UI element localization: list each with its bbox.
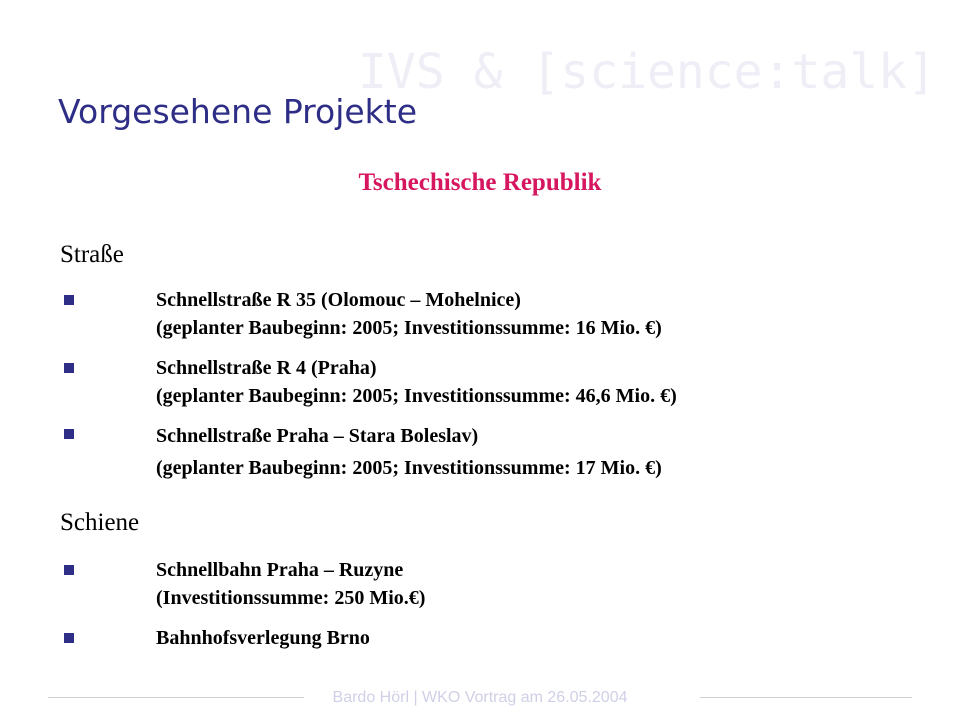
item-details: (geplanter Baubeginn: 2005; Investitionssumme: 16 Mio. €) — [156, 317, 662, 339]
slide-title: Vorgesehene Projekte — [58, 92, 418, 131]
slide-subtitle: Tschechische Republik — [358, 169, 602, 196]
item-details: (geplanter Baubeginn: 2005; Investitionssumme: 17 Mio. €) — [156, 457, 662, 479]
square-bullet-icon — [64, 565, 74, 575]
section-heading-schiene: Schiene — [60, 509, 140, 536]
square-bullet-icon — [64, 429, 74, 439]
list-item — [64, 420, 924, 484]
square-bullet-icon — [64, 633, 74, 643]
item-title: Schnellbahn Praha – Ruzyne — [156, 559, 404, 581]
section-heading-strasse: Straße — [60, 241, 124, 268]
watermark-logo-text: IVS & [science:talk] — [358, 44, 936, 100]
item-title: Schnellstraße R 4 (Praha) — [156, 357, 377, 379]
item-details: (geplanter Baubeginn: 2005; Investitionssumme: 46,6 Mio. €) — [156, 385, 677, 407]
item-title: Schnellstraße Praha – Stara Boleslav) — [156, 425, 479, 447]
item-title: Schnellstraße R 35 (Olomouc – Mohelnice) — [156, 289, 521, 311]
item-title: Bahnhofsverlegung Brno — [156, 627, 370, 649]
item-details: (Investitionssumme: 250 Mio.€) — [156, 587, 426, 609]
square-bullet-icon — [64, 363, 74, 373]
list-item — [64, 624, 924, 652]
list-item — [64, 286, 924, 342]
list-item — [64, 354, 924, 410]
square-bullet-icon — [64, 295, 74, 305]
list-item — [64, 556, 924, 612]
footer-text: Bardo Hörl | WKO Vortrag am 26.05.2004 — [332, 689, 628, 706]
